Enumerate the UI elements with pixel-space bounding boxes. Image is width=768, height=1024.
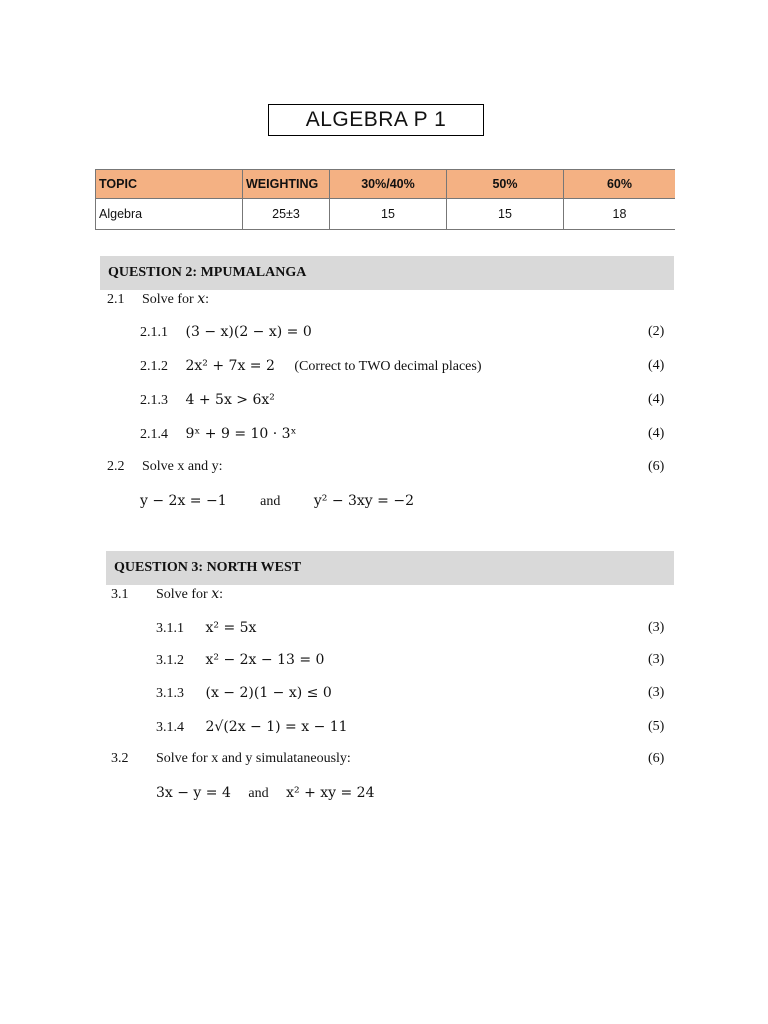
question-3-1-1 xyxy=(156,620,256,637)
question-2-1-3 xyxy=(140,392,275,409)
equation: (x − 2)(1 − x) ≤ 0 xyxy=(205,685,332,701)
table-header-cell: 30%/40% xyxy=(330,170,447,199)
instruction-text: Solve for xyxy=(142,292,194,307)
and-text: and xyxy=(248,786,269,801)
question-2-2-equations xyxy=(140,493,414,510)
item-number: 3.1 xyxy=(111,587,129,602)
item-number: 2.1.2 xyxy=(140,359,168,374)
weighting-table xyxy=(95,169,675,230)
instruction-text: Solve for xyxy=(156,587,208,602)
equation: 4 + 5x > 6x² xyxy=(185,392,275,408)
equation: 3x − y = 4 xyxy=(156,785,231,801)
marks: (2) xyxy=(648,324,665,339)
question-3-1-2 xyxy=(156,652,324,669)
table-row xyxy=(96,199,676,230)
marks: (4) xyxy=(648,358,665,373)
equation: y² − 3xy = −2 xyxy=(313,493,414,509)
table-header-cell: 60% xyxy=(564,170,676,199)
item-number: 3.1.3 xyxy=(156,686,184,701)
and-text: and xyxy=(260,494,281,509)
variable-x: x xyxy=(211,586,220,602)
table-header-cell: 50% xyxy=(447,170,564,199)
equation: (3 − x)(2 − x) = 0 xyxy=(185,324,312,340)
marks: (4) xyxy=(648,392,665,407)
item-number: 2.2 xyxy=(107,459,125,474)
marks: (4) xyxy=(648,426,665,441)
item-number: 3.1.4 xyxy=(156,720,184,735)
item-number: 3.1.2 xyxy=(156,653,184,668)
table-header-cell: TOPIC xyxy=(96,170,243,199)
marks: (3) xyxy=(648,685,665,700)
item-number: 3.2 xyxy=(111,751,129,766)
question-2-1: 2.1 Solve for x: xyxy=(107,291,210,307)
table-cell: Algebra xyxy=(96,199,243,230)
question-3-header: QUESTION 3: NORTH WEST xyxy=(106,551,674,585)
table-header-row xyxy=(96,170,676,199)
question-3-1-4 xyxy=(156,719,348,736)
marks: (6) xyxy=(648,459,665,474)
table-cell: 18 xyxy=(564,199,676,230)
question-2-1-1 xyxy=(140,324,312,341)
item-number: 2.1 xyxy=(107,292,125,307)
table-header-cell: WEIGHTING xyxy=(243,170,330,199)
page-title: ALGEBRA P 1 xyxy=(268,104,484,136)
marks: (6) xyxy=(648,751,665,766)
question-3-1-3 xyxy=(156,685,332,702)
equation: 2√(2x − 1) = x − 11 xyxy=(205,719,348,735)
question-2-1-2 xyxy=(140,358,482,375)
question-2-2 xyxy=(107,459,223,475)
item-number: 2.1.3 xyxy=(140,393,168,408)
instruction-text: Solve x and y: xyxy=(142,459,223,474)
note: (Correct to TWO decimal places) xyxy=(294,359,482,374)
equation: 2x² + 7x = 2 xyxy=(185,358,275,374)
marks: (5) xyxy=(648,719,665,734)
question-2-header: QUESTION 2: MPUMALANGA xyxy=(100,256,674,290)
marks: (3) xyxy=(648,652,665,667)
variable-x: x xyxy=(197,291,206,307)
equation: y − 2x = −1 xyxy=(140,493,227,509)
equation: x² + xy = 24 xyxy=(286,785,375,801)
marks: (3) xyxy=(648,620,665,635)
instruction-text: Solve for x and y simulataneously: xyxy=(156,751,351,766)
table-cell: 25±3 xyxy=(243,199,330,230)
item-number: 3.1.1 xyxy=(156,621,184,636)
table-cell: 15 xyxy=(447,199,564,230)
equation: x² − 2x − 13 = 0 xyxy=(205,652,325,668)
equation: 9ˣ + 9 = 10 · 3ˣ xyxy=(185,426,297,442)
question-3-1: 3.1 Solve for x: xyxy=(111,586,224,602)
item-number: 2.1.4 xyxy=(140,427,168,442)
item-number: 2.1.1 xyxy=(140,325,168,340)
table-cell: 15 xyxy=(330,199,447,230)
question-3-2 xyxy=(111,751,351,767)
question-2-1-4 xyxy=(140,426,297,443)
equation: x² = 5x xyxy=(205,620,257,636)
question-3-2-equations xyxy=(156,785,375,802)
